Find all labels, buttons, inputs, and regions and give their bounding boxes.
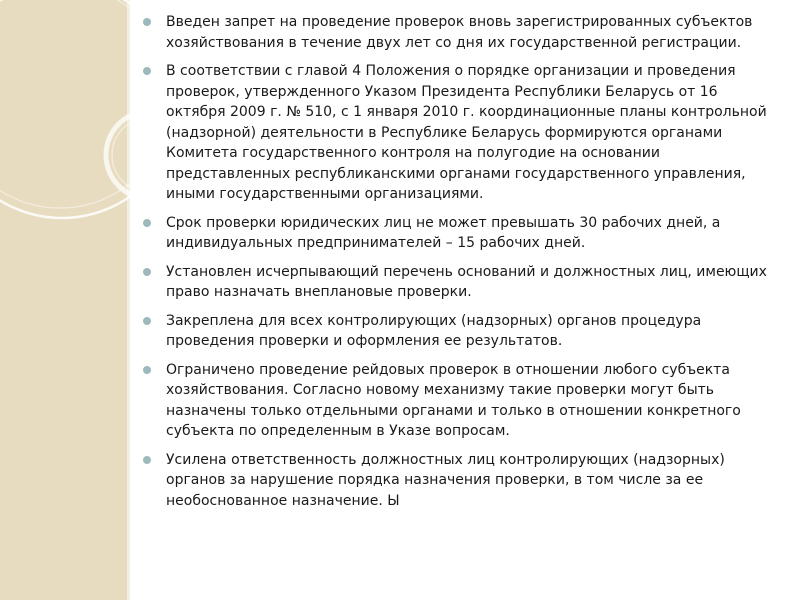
bullet-dot-icon xyxy=(143,268,151,276)
bullet-item xyxy=(140,450,780,512)
bullet-text: Усилена ответственность должностных лиц контролирующих (надзорных) органов за нарушение порядка назначения проверки, в том числе за ее необоснованное назначение. Ы xyxy=(166,451,725,509)
bullet-item xyxy=(140,12,780,53)
bullet-text: Закреплена для всех контролирующих (надзорных) органов процедура проведения проверки и оформления ее результатов. xyxy=(166,312,702,349)
bullet-dot-icon xyxy=(143,18,151,26)
bullet-item xyxy=(140,61,780,205)
bullet-dot-icon xyxy=(143,317,151,325)
bullet-item xyxy=(140,360,780,442)
bullet-text: Введен запрет на проведение проверок вновь зарегистрированных субъектов хозяйствования в течение двух лет со дня их государственной регистрации. xyxy=(166,14,753,51)
side-band-edge xyxy=(127,0,130,600)
bullet-text: Ограничено проведение рейдовых проверок в отношении любого субъекта хозяйствования. Согласно новому механизму такие проверки могут быть назначены только отдельными органами и только в отношении конкретного субъекта по определенным в Указе вопросам. xyxy=(166,361,741,439)
decorative-side-band xyxy=(0,0,127,600)
bullet-text: Срок проверки юридических лиц не может превышать 30 рабочих дней, а индивидуальных предпринимателей – 15 рабочих дней. xyxy=(166,214,721,251)
bullet-item xyxy=(140,213,780,254)
bullet-dot-icon xyxy=(143,219,151,227)
slide-content xyxy=(140,12,780,519)
bullet-dot-icon xyxy=(143,456,151,464)
bullet-item xyxy=(140,262,780,303)
bullet-dot-icon xyxy=(143,67,151,75)
bullet-item xyxy=(140,311,780,352)
bullet-text: Установлен исчерпывающий перечень оснований и должностных лиц, имеющих право назначать внеплановые проверки. xyxy=(166,263,767,300)
bullet-list xyxy=(140,12,780,511)
bullet-text: В соответствии с главой 4 Положения о порядке организации и проведения проверок, утвержденного Указом Президента Республики Беларусь от 16 октября 2009 г. № 510, с 1 января 2010 г. координационные планы контрольной (надзорной) деятельности в Республике Беларусь формируются органами Комитета государственного контроля на полугодие на основании представленных республиканскими органами государственного управления, иными государственными организациями. xyxy=(166,63,767,202)
bullet-dot-icon xyxy=(143,366,151,374)
